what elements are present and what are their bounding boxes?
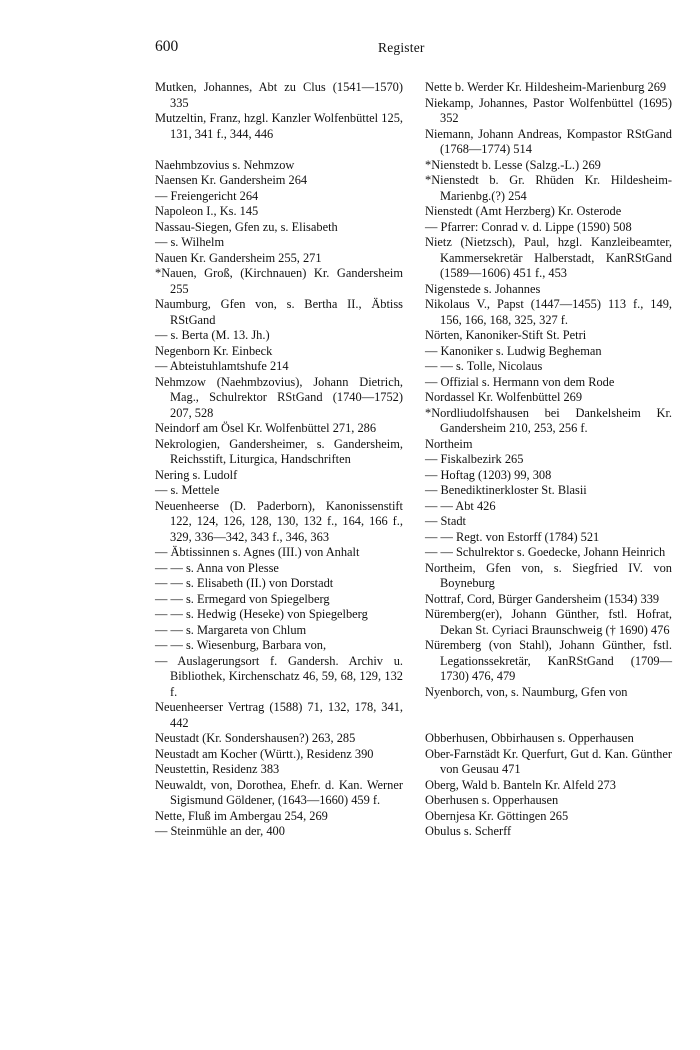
index-entry: Obulus s. Scherff bbox=[425, 824, 512, 838]
entry-spacer bbox=[425, 716, 672, 732]
entry-spacer bbox=[155, 142, 403, 158]
index-entry: Nehmzow (Naehmbzovius), Johann Dietrich, Mag., Schulrektor RStGand (1740—1752) 207, 528 bbox=[155, 374, 403, 420]
index-entry: — Benediktinerkloster St. Blasii bbox=[425, 483, 587, 497]
index-entry: — — Schulrektor s. Goedecke, Johann Heinrich bbox=[425, 545, 666, 559]
index-entry: — s. Mettele bbox=[155, 483, 220, 497]
index-entry: Neustadt am Kocher (Württ.), Residenz 390 bbox=[155, 746, 374, 761]
index-entry: Neuenheerser Vertrag (1588) 71, 132, 178, 341, 442 bbox=[155, 700, 403, 730]
index-entry: Nietz (Nietzsch), Paul, hzgl. Kanzleibeamter, Kammersekretär Halberstadt, KanRStGand (1589—1606) 451 f., 453 bbox=[425, 235, 672, 280]
index-entry: *Nienstedt b. Lesse (Salzg.-L.) 269 bbox=[425, 157, 601, 172]
index-entry: — — Regt. von Estorff (1784) 521 bbox=[425, 529, 600, 544]
index-entry: *Nauen, Groß, (Kirchnauen) Kr. Gandersheim 255 bbox=[155, 266, 403, 296]
index-entry: — Steinmühle an der, 400 bbox=[155, 824, 285, 838]
index-entry: Nordassel Kr. Wolfenbüttel 269 bbox=[425, 390, 583, 404]
index-entry: Obernjesa Kr. Göttingen 265 bbox=[425, 808, 569, 823]
index-entry: Nüremberg (von Stahl), Johann Günther, fstl. Legationssekretär, KanRStGand (1709—1730) 476, 479 bbox=[425, 638, 672, 683]
index-entry: Nette b. Werder Kr. Hildesheim-Marienburg 269 bbox=[425, 80, 667, 94]
index-entry: Nigenstede s. Johannes bbox=[425, 281, 541, 296]
index-entry: Napoleon I., Ks. 145 bbox=[155, 204, 259, 218]
index-entry: Naumburg, Gfen von, s. Bertha II., Äbtiss RStGand bbox=[155, 297, 403, 327]
running-head-title: Register bbox=[378, 40, 425, 55]
index-entry: — Auslagerungsort f. Gandersh. Archiv u. Bibliothek, Kirchenschatz 46, 59, 68, 129, 132 f. bbox=[155, 653, 403, 699]
index-entry: Mutzeltin, Franz, hzgl. Kanzler Wolfenbüttel 125, 131, 341 f., 344, 446 bbox=[155, 111, 403, 141]
index-entry: Neuwaldt, von, Dorothea, Ehefr. d. Kan. Werner Sigismund Göldener, (1643—1660) 459 f. bbox=[155, 777, 403, 807]
index-entry: Neustadt (Kr. Sondershausen?) 263, 285 bbox=[155, 731, 356, 745]
index-entry: Niemann, Johann Andreas, Kompastor RStGand (1768—1774) 514 bbox=[425, 126, 672, 156]
index-entry: Nering s. Ludolf bbox=[155, 467, 238, 482]
index-entry: — Stadt bbox=[425, 514, 466, 528]
index-entry: — Kanoniker s. Ludwig Begheman bbox=[425, 343, 602, 358]
index-entry: Naehmbzovius s. Nehmzow bbox=[155, 157, 295, 172]
index-entry: — — s. Wiesenburg, Barbara von, bbox=[155, 638, 327, 652]
index-entry: *Nienstedt b. Gr. Rhüden Kr. Hildesheim-Marienbg.(?) 254 bbox=[425, 173, 672, 203]
index-entry: — — Abt 426 bbox=[425, 498, 496, 513]
index-entry: — — s. Elisabeth (II.) von Dorstadt bbox=[155, 576, 334, 590]
index-entry: — Pfarrer: Conrad v. d. Lippe (1590) 508 bbox=[425, 219, 632, 234]
index-entry: Nienstedt (Amt Herzberg) Kr. Osterode bbox=[425, 204, 622, 218]
index-entry: Nassau-Siegen, Gfen zu, s. Elisabeth bbox=[155, 219, 338, 234]
index-entry: — s. Berta (M. 13. Jh.) bbox=[155, 328, 270, 342]
index-entry: Neindorf am Ösel Kr. Wolfenbüttel 271, 286 bbox=[155, 421, 377, 435]
index-entry: — Abteistuhlamtshufe 214 bbox=[155, 359, 289, 373]
entry-spacer bbox=[425, 700, 672, 716]
index-entry: — Hoftag (1203) 99, 308 bbox=[425, 467, 552, 482]
index-entry: Nyenborch, von, s. Naumburg, Gfen von bbox=[425, 684, 628, 699]
index-entry: Neustettin, Residenz 383 bbox=[155, 762, 280, 776]
index-entry: — Offizial s. Hermann von dem Rode bbox=[425, 374, 615, 389]
index-entry: — — s. Hedwig (Heseke) von Spiegelberg bbox=[155, 607, 368, 621]
index-entry: Niekamp, Johannes, Pastor Wolfenbüttel (1695) 352 bbox=[425, 95, 672, 125]
page-number: 600 bbox=[155, 38, 179, 55]
index-entry: Oberg, Wald b. Banteln Kr. Alfeld 273 bbox=[425, 777, 616, 792]
index-entry: Obberhusen, Obbirhausen s. Opperhausen bbox=[425, 731, 634, 745]
index-entry: Negenborn Kr. Einbeck bbox=[155, 343, 273, 358]
index-column-right bbox=[425, 80, 672, 840]
index-entry: Neuenheerse (D. Paderborn), Kanonissenstift 122, 124, 126, 128, 130, 132 f., 164, 166 f., 329, 336—342, 343 f., 346, 363 bbox=[155, 498, 403, 544]
index-entry: Northeim, Gfen von, s. Siegfried IV. von Boyneburg bbox=[425, 560, 672, 590]
index-entry: Nottraf, Cord, Bürger Gandersheim (1534) 339 bbox=[425, 591, 660, 606]
index-column-left bbox=[155, 80, 403, 840]
index-entry: Oberhusen s. Opperhausen bbox=[425, 793, 559, 807]
index-entry: Nörten, Kanoniker-Stift St. Petri bbox=[425, 328, 587, 342]
index-entry: Northeim bbox=[425, 436, 473, 451]
index-entry: — — s. Margareta von Chlum bbox=[155, 622, 307, 637]
index-entry: — — s. Tolle, Nicolaus bbox=[425, 359, 543, 373]
index-entry: Mutken, Johannes, Abt zu Clus (1541—1570) 335 bbox=[155, 80, 403, 110]
index-entry: Naensen Kr. Gandersheim 264 bbox=[155, 173, 308, 187]
index-entry: — — s. Ermegard von Spiegelberg bbox=[155, 591, 330, 606]
index-entry: Nette, Fluß im Ambergau 254, 269 bbox=[155, 808, 328, 823]
index-entry: — Freiengericht 264 bbox=[155, 188, 259, 203]
index-entry: — s. Wilhelm bbox=[155, 235, 225, 249]
index-entry: Nikolaus V., Papst (1447—1455) 113 f., 149, 156, 166, 168, 325, 327 f. bbox=[425, 297, 672, 327]
index-entry: *Nordliudolfshausen bei Dankelsheim Kr. Gandersheim 210, 253, 256 f. bbox=[425, 405, 672, 435]
index-entry: Ober-Farnstädt Kr. Querfurt, Gut d. Kan. Günther von Geusau 471 bbox=[425, 746, 672, 776]
index-entry: Nüremberg(er), Johann Günther, fstl. Hofrat, Dekan St. Cyriaci Braunschweig († 1690) 476 bbox=[425, 607, 672, 637]
index-entry: Nekrologien, Gandersheimer, s. Gandersheim, Reichsstift, Liturgica, Handschriften bbox=[155, 436, 403, 466]
index-entry: — — s. Anna von Plesse bbox=[155, 560, 279, 575]
index-entry: — Fiskalbezirk 265 bbox=[425, 452, 524, 466]
index-entry: — Äbtissinnen s. Agnes (III.) von Anhalt bbox=[155, 545, 360, 559]
index-entry: Nauen Kr. Gandersheim 255, 271 bbox=[155, 250, 322, 265]
